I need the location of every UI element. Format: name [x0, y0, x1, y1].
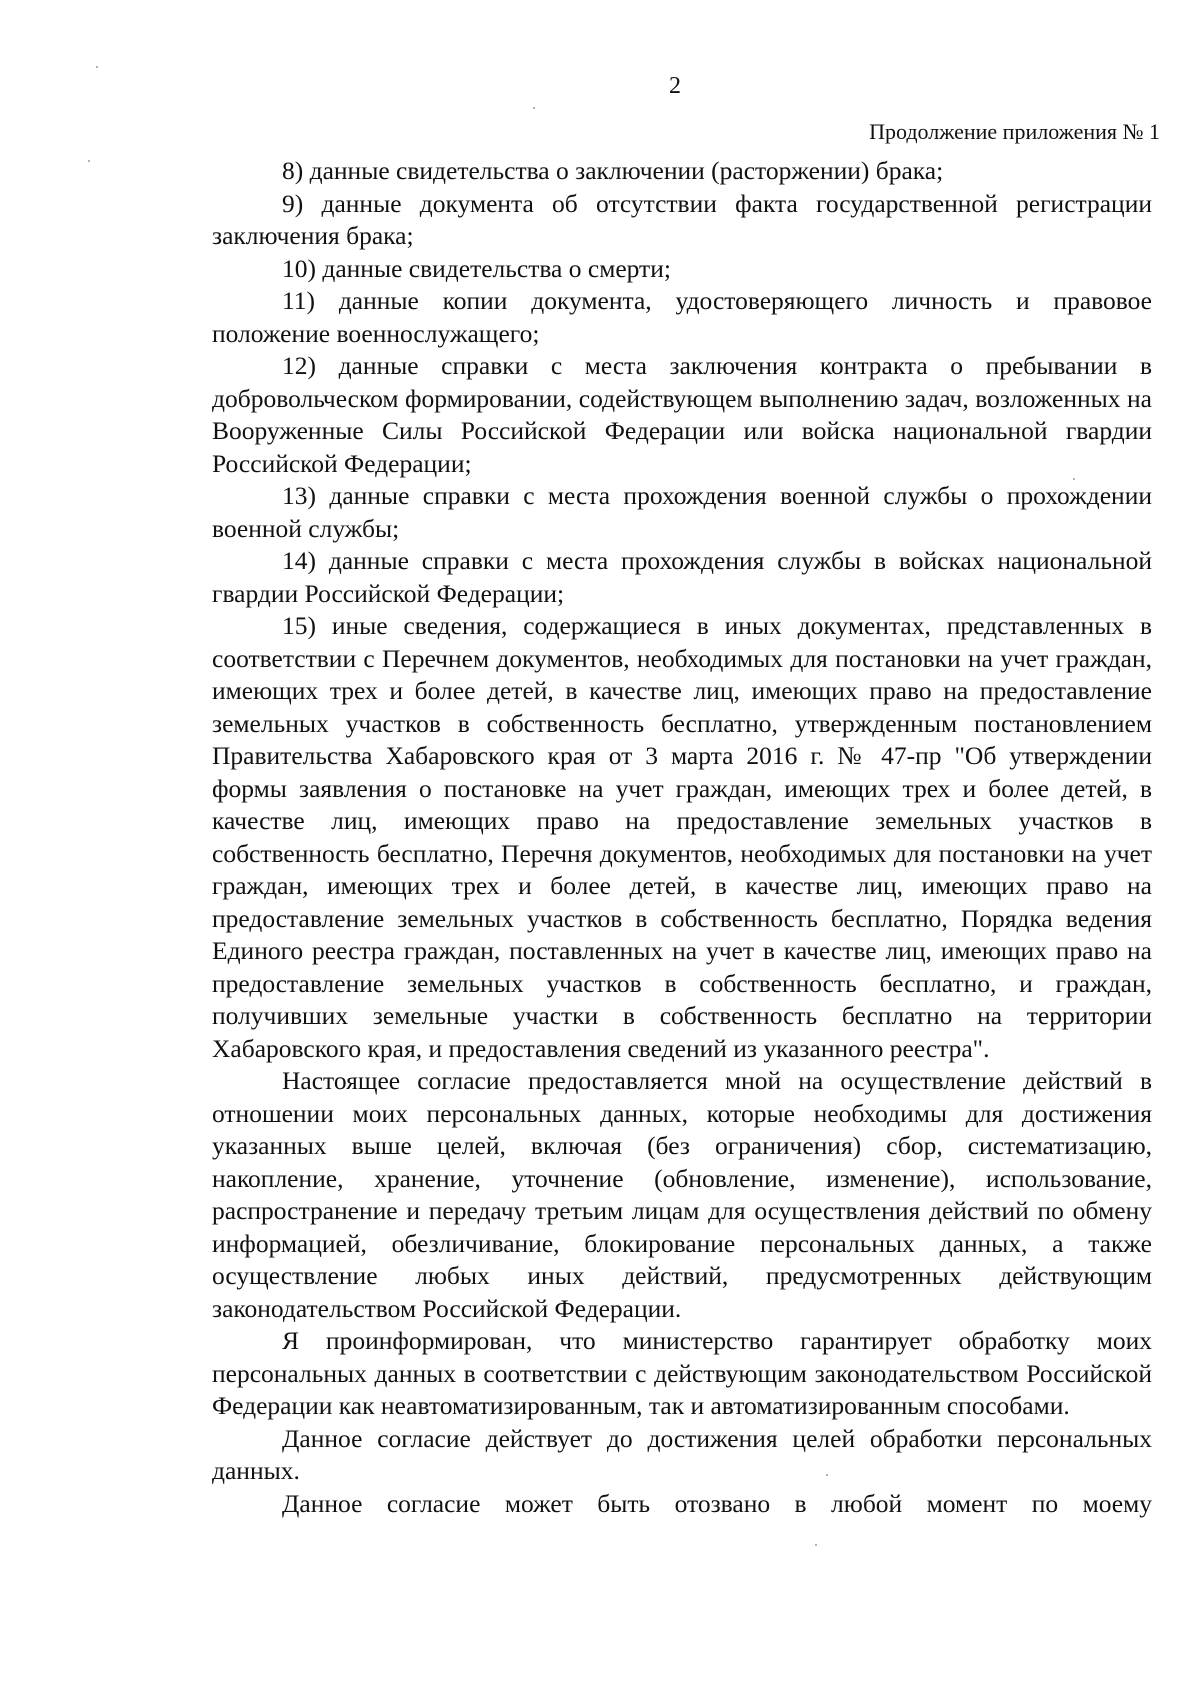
list-item-8: 8) данные свидетельства о заключении (расторжении) брака; — [282, 156, 944, 185]
list-item-15: 15) иные сведения, содержащиеся в иных документах, представленных в соответствии с Перечнем документов, необходимых для постановки на учет граждан, имеющих трех и более детей, в качестве лиц, имеющих право на предоставление земельных участков в собственность бесплатно, утвержденным постановлением Правительства Хабаровского края от 3 марта 2016 г. № 47-пр "Об утверждении формы заявления о постановке на учет граждан, имеющих трех и более детей, в качестве лиц, имеющих право на предоставление земельных участков в собственность бесплатно, Перечня документов, необходимых для постановки на учет граждан, имеющих трех и более детей, в качестве лиц, имеющих право на предоставление земельных участков в собственность бесплатно, Порядка ведения Единого реестра граждан, поставленных на учет в качестве лиц, имеющих право на предоставление земельных участков в собственность бесплатно, и граждан, получивших земельные участки в собственность бесплатно на территории Хабаровского края, и предоставления сведений из указанного реестра". — [212, 611, 1152, 1063]
list-item-9: 9) данные документа об отсутствии факта государственной регистрации заключения брака; — [212, 188, 1152, 250]
scan-speck — [815, 1544, 817, 1546]
list-item-10: 10) данные свидетельства о смерти; — [282, 253, 671, 283]
scan-speck — [1073, 478, 1075, 480]
ministry-guarantee-paragraph: Я проинформирован, что министерство гарантирует обработку моих персональных данных в соответствии с действующим законодательством Российской Федерации как неавтоматизированным, так и автоматизированным способами. — [212, 1326, 1152, 1420]
consent-scope-paragraph: Настоящее согласие предоставляется мной на осуществление действий в отношении моих персональных данных, которые необходимы для достижения указанных выше целей, включая (без ограничения) сбор, систематизацию, накопление, хранение, уточнение (обновление, изменение), использование, распространение и передачу третьим лицам для осуществления действий по обмену информацией, обезличивание, блокирование персональных данных, а также осуществление любых иных действий, предусмотренных действующим законодательством Российской Федерации. — [212, 1066, 1152, 1323]
scan-speck — [96, 66, 98, 68]
page-number: 2 — [669, 73, 681, 99]
consent-validity-paragraph: Данное согласие действует до достижения целей обработки персональных данных. — [212, 1423, 1152, 1485]
scan-speck — [533, 107, 535, 109]
continuation-header: Продолжение приложения № 1 — [869, 119, 1160, 144]
list-item-14: 14) данные справки с места прохождения службы в войсках национальной гвардии Российской Федерации; — [212, 546, 1152, 608]
list-item-13: 13) данные справки с места прохождения военной службы о прохождении военной службы; — [212, 481, 1152, 543]
scan-speck — [826, 1474, 828, 1476]
consent-revocation-paragraph: Данное согласие может быть отозвано в любой момент по моему — [282, 1488, 1152, 1518]
list-item-11: 11) данные копии документа, удостоверяющего личность и правовое положение военнослужащего; — [212, 286, 1152, 348]
list-item-12: 12) данные справки с места заключения контракта о пребывании в добровольческом формировании, содействующем выполнению задач, возложенных на Вооруженные Силы Российской Федерации или войска национальной гвардии Российской Федерации; — [212, 351, 1152, 478]
scan-speck — [88, 160, 90, 162]
document-body — [212, 155, 1152, 1520]
